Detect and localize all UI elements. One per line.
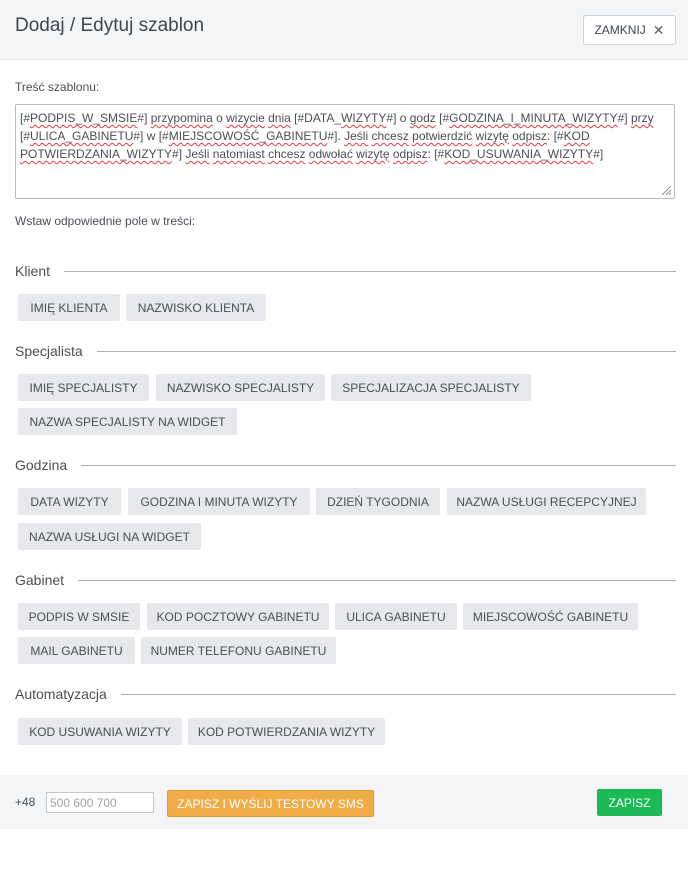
template-word-spellcheck: chcesz <box>268 147 306 161</box>
close-button-label: ZAMKNIJ <box>594 23 646 37</box>
template-text: [# <box>20 111 31 125</box>
tag-dzien-tygodnia[interactable]: DZIEŃ TYGODNIA <box>316 488 440 515</box>
tag-data-wizyty[interactable]: DATA WIZYTY <box>18 488 121 515</box>
save-and-send-test-sms-button[interactable]: ZAPISZ I WYŚLIJ TESTOWY SMS <box>167 790 374 817</box>
modal-footer <box>0 775 688 829</box>
template-word-spellcheck: przypomina <box>150 111 213 125</box>
section-title-text: Gabinet <box>15 572 65 588</box>
tag-ulica-gabinetu[interactable]: ULICA GABINETU <box>335 603 457 630</box>
template-text: #]. <box>327 129 345 143</box>
tag-nazwa-uslugi-recepcyjnej[interactable]: NAZWA USŁUGI RECEPCYJNEJ <box>447 488 646 515</box>
section-title-specjalista <box>15 343 676 359</box>
template-word-spellcheck: godz <box>409 111 436 125</box>
template-word-spellcheck: POTWIERDZANIA_WIZYTY <box>20 147 173 161</box>
template-text: #] o <box>386 111 410 125</box>
tag-nazwa-specjalisty-na-widget[interactable]: NAZWA SPECJALISTY NA WIDGET <box>18 408 237 435</box>
section-title-automatyzacja <box>15 686 676 702</box>
section-title-text: Automatyzacja <box>15 686 107 702</box>
template-text: [#DATA_ <box>290 111 342 125</box>
tag-nazwisko-specjalisty[interactable]: NAZWISKO SPECJALISTY <box>156 374 325 401</box>
section-title-godzina <box>15 457 676 473</box>
template-word-spellcheck: chcesz <box>371 129 409 143</box>
template-text: #] <box>617 111 631 125</box>
section-title-text: Specjalista <box>15 343 83 359</box>
template-text: : [# <box>546 129 564 143</box>
template-text: [# <box>20 129 31 143</box>
template-word-spellcheck: WIZYTY <box>341 111 387 125</box>
template-word-spellcheck: wizytę <box>356 147 390 161</box>
tag-godzina-i-minuta-wizyty[interactable]: GODZINA I MINUTA WIZYTY <box>128 488 310 515</box>
section-divider <box>78 580 676 581</box>
template-word-spellcheck: ULICA_GABINETU <box>30 129 134 143</box>
template-textarea[interactable] <box>15 104 675 199</box>
template-word-spellcheck: Jeśli <box>344 129 369 143</box>
tag-kod-pocztowy-gabinetu[interactable]: KOD POCZTOWY GABINETU <box>147 603 329 630</box>
template-word-spellcheck: KOD <box>563 129 590 143</box>
tag-imie-specjalisty[interactable]: IMIĘ SPECJALISTY <box>18 374 149 401</box>
template-line-2 <box>20 127 670 145</box>
section-title-text: Godzina <box>15 457 68 473</box>
template-text: #] <box>593 147 604 161</box>
tag-nazwisko-klienta[interactable]: NAZWISKO KLIENTA <box>126 294 266 321</box>
template-word-spellcheck: MIEJSCOWOŚĆ_GABINETU <box>168 129 328 143</box>
template-line-1 <box>20 109 670 127</box>
template-word-spellcheck: potwierdzić <box>412 129 473 143</box>
template-word-spellcheck: przy <box>630 111 654 125</box>
tag-podpis-w-smsie[interactable]: PODPIS W SMSIE <box>18 603 140 630</box>
template-text: #] <box>172 147 186 161</box>
section-divider <box>64 271 676 272</box>
tag-kod-potwierdzania-wizyty[interactable]: KOD POTWIERDZANIA WIZYTY <box>188 718 385 745</box>
tag-specjalizacja-specjalisty[interactable]: SPECJALIZACJA SPECJALISTY <box>331 374 531 401</box>
template-word-spellcheck: odwołać <box>308 147 353 161</box>
template-text: : [# <box>427 147 445 161</box>
template-word-spellcheck: dnia <box>268 111 291 125</box>
tag-mail-gabinetu[interactable]: MAIL GABINETU <box>18 637 135 664</box>
template-text: o <box>212 111 227 125</box>
tag-nazwa-uslugi-na-widget[interactable]: NAZWA USŁUGI NA WIDGET <box>18 523 201 550</box>
template-content-label: Treść szablonu: <box>15 80 100 94</box>
template-word-spellcheck: wizycie <box>226 111 265 125</box>
resize-grip-icon[interactable] <box>660 184 672 196</box>
modal-header <box>0 0 688 60</box>
tag-imie-klienta[interactable]: IMIĘ KLIENTA <box>18 294 120 321</box>
section-divider <box>121 694 676 695</box>
close-icon: ✕ <box>652 22 665 38</box>
tag-numer-telefonu-gabinetu[interactable]: NUMER TELEFONU GABINETU <box>141 637 336 664</box>
template-text: [# <box>435 111 450 125</box>
section-divider <box>97 351 676 352</box>
template-word-spellcheck: GODZINA_I_MINUTA_WIZYTY <box>449 111 618 125</box>
template-word-spellcheck: PODPIS_W_SMSIE <box>30 111 138 125</box>
modal-title: Dodaj / Edytuj szablon <box>15 15 205 36</box>
close-button[interactable] <box>583 15 676 45</box>
template-text: #] <box>137 111 151 125</box>
phone-prefix: +48 <box>15 795 36 809</box>
save-button[interactable]: ZAPISZ <box>597 789 662 816</box>
tag-miejscowosc-gabinetu[interactable]: MIEJSCOWOŚĆ GABINETU <box>463 603 638 630</box>
template-text: #] w [# <box>133 129 169 143</box>
template-word-spellcheck: odpisz <box>392 147 428 161</box>
section-title-text: Klient <box>15 263 51 279</box>
insert-field-label: Wstaw odpowiednie pole w treści: <box>15 214 196 228</box>
template-word-spellcheck: Jeśli <box>185 147 210 161</box>
section-title-klient <box>15 263 676 279</box>
template-word-spellcheck: odpisz <box>512 129 547 143</box>
tag-kod-usuwania-wizyty[interactable]: KOD USUWANIA WIZYTY <box>18 718 182 745</box>
test-phone-input[interactable] <box>46 792 154 813</box>
section-divider <box>81 465 676 466</box>
template-word-spellcheck: wizytę <box>475 129 509 143</box>
section-title-gabinet <box>15 572 676 588</box>
template-word-spellcheck: natomiast <box>212 147 265 161</box>
template-word-spellcheck: KOD_USUWANIA_WIZYTY <box>444 147 594 161</box>
template-line-3 <box>20 145 670 163</box>
